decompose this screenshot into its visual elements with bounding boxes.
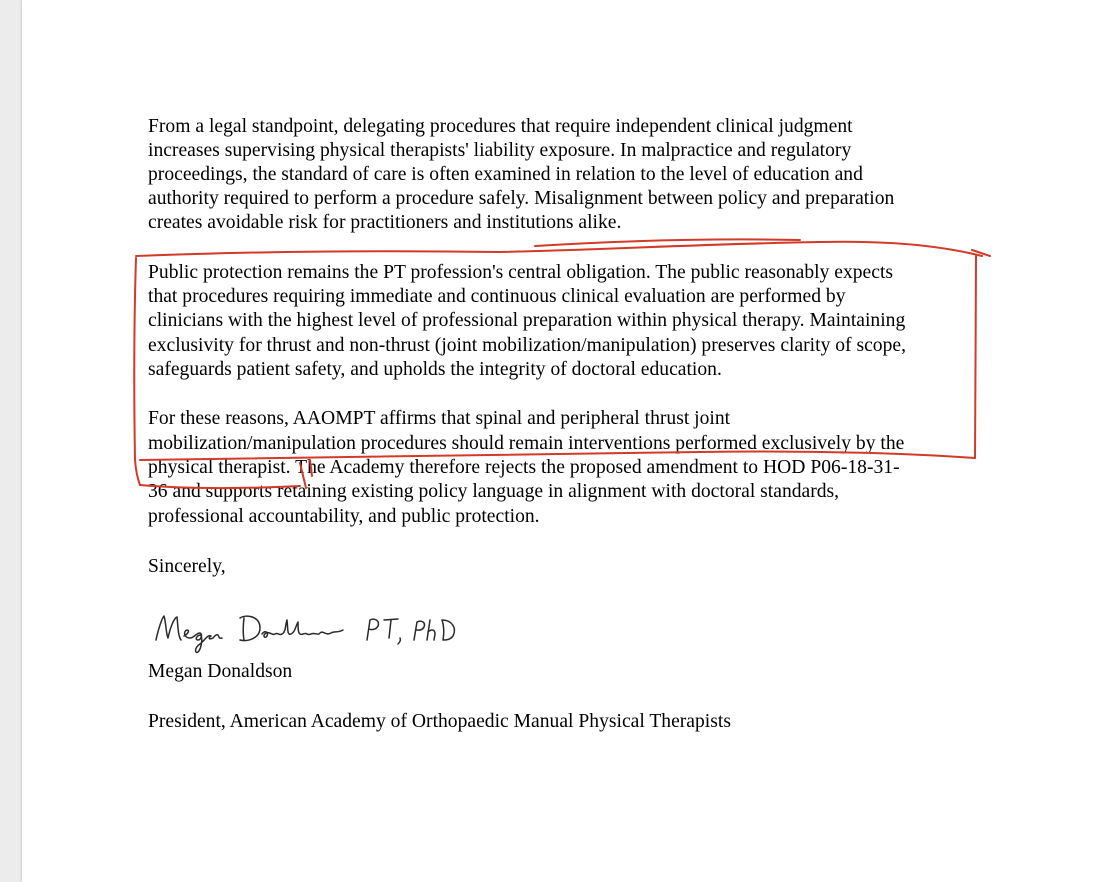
text-line: authority required to perform a procedure safely. Misalignment between policy and preparation <box>148 188 895 209</box>
text-line: that procedures requiring immediate and continuous clinical evaluation are performed by <box>148 286 846 307</box>
text-line: physical therapist. The Academy therefore rejects the proposed amendment to HOD P06-18-31- <box>148 457 900 478</box>
text-line: increases supervising physical therapists' liability exposure. In malpractice and regulatory <box>148 140 852 161</box>
text-line: proceedings, the standard of care is often examined in relation to the level of education and <box>148 164 863 185</box>
text-line: 36 and supports retaining existing policy language in alignment with doctoral standards, <box>148 481 840 502</box>
handwritten-signature <box>148 600 488 660</box>
text-line: mobilization/manipulation procedures should remain interventions performed exclusively by the <box>148 433 905 454</box>
signer-title: President, American Academy of Orthopaedic Manual Physical Therapists <box>148 711 731 732</box>
text-line: professional accountability, and public protection. <box>148 506 540 527</box>
text-line: safeguards patient safety, and upholds the integrity of doctoral education. <box>148 359 722 380</box>
text-line: Public protection remains the PT profession's central obligation. The public reasonably expects <box>148 262 894 283</box>
closing-salutation: Sincerely, <box>148 556 226 577</box>
text-line: clinicians with the highest level of professional preparation within physical therapy. Maintaining <box>148 310 906 331</box>
signer-name: Megan Donaldson <box>148 661 293 682</box>
text-line: For these reasons, AAOMPT affirms that spinal and peripheral thrust joint <box>148 408 731 429</box>
text-line: From a legal standpoint, delegating procedures that require independent clinical judgment <box>148 116 853 137</box>
text-line: creates avoidable risk for practitioners and institutions alike. <box>148 212 622 233</box>
text-line: exclusivity for thrust and non-thrust (joint mobilization/manipulation) preserves clarity of scope, <box>148 335 906 356</box>
document-page <box>22 0 1098 882</box>
